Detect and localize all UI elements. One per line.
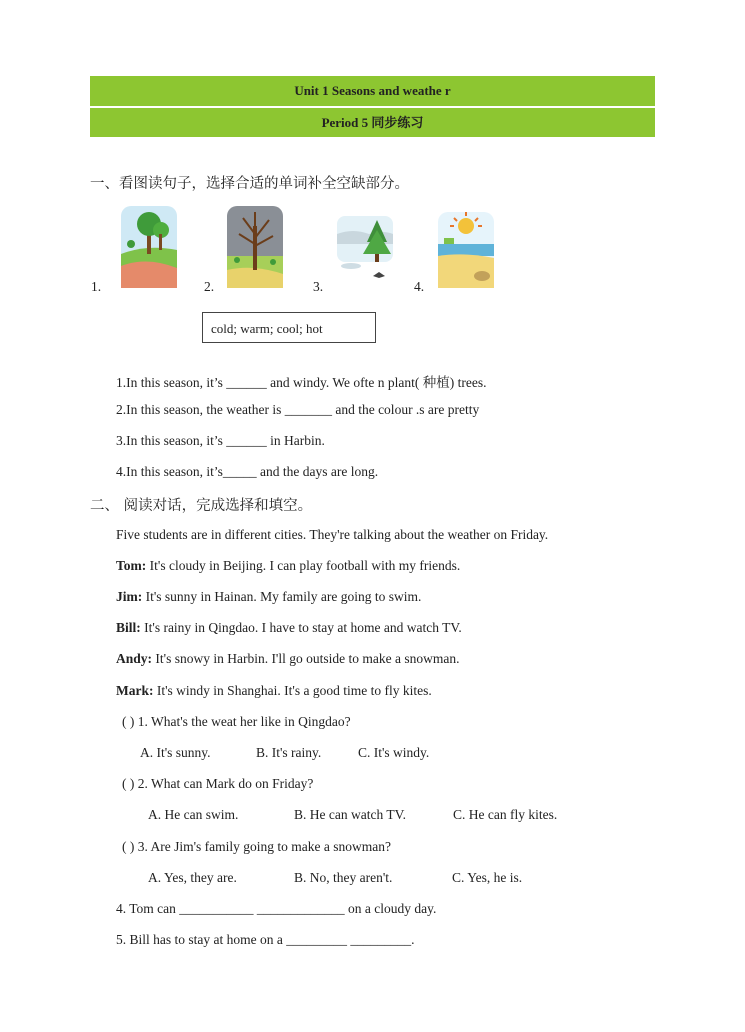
picture-number-4: 4. — [414, 279, 425, 294]
unit-title: Unit 1 Seasons and weathe r — [90, 76, 655, 106]
dialogue-line-bill — [116, 620, 462, 636]
q3-option-b: B. No, they aren't. — [294, 870, 393, 885]
q2-option-a: A. He can swim. — [148, 807, 239, 822]
speaker: Andy: — [116, 651, 153, 666]
dialogue-line-andy — [116, 651, 459, 667]
spring-picture — [117, 204, 181, 290]
section2-heading: 二、 阅读对话，完成选择和填空。 — [90, 498, 313, 514]
q1-option-c: C. It's windy. — [358, 745, 430, 760]
dialogue-line-jim — [116, 589, 421, 605]
picture-number-3: 3. — [313, 279, 324, 294]
q1-option-b: B. It's rainy. — [256, 745, 322, 760]
autumn-picture — [223, 204, 287, 290]
period-title: Period 5 同步练习 — [90, 108, 655, 137]
sentence-4: 4.In this season, it’s_____ and the days are long. — [116, 464, 379, 479]
dialogue-text: It's rainy in Qingdao. I have to stay at home and watch TV. — [144, 620, 462, 635]
speaker: Tom: — [116, 558, 147, 573]
question-1: ( ) 1. What's the weat her like in Qingdao? — [122, 714, 351, 729]
q2-option-c: C. He can fly kites. — [453, 807, 558, 822]
dialogue-text: It's windy in Shanghai. It's a good time to fly kites. — [156, 683, 432, 698]
dialogue-text: It's cloudy in Beijing. I can play football with my friends. — [149, 558, 461, 573]
dialogue-text: It's snowy in Harbin. I'll go outside to make a snowman. — [155, 651, 460, 666]
word-bank: cold; warm; cool; hot — [202, 312, 376, 343]
sentence-3: 3.In this season, it’s ______ in Harbin. — [116, 433, 325, 448]
dialogue-line-mark — [116, 683, 432, 699]
fill-question-5: 5. Bill has to stay at home on a _________ _________. — [116, 932, 415, 947]
q2-option-b: B. He can watch TV. — [294, 807, 406, 822]
q3-option-c: C. Yes, he is. — [452, 870, 523, 885]
q1-option-a: A. It's sunny. — [140, 745, 211, 760]
picture-number-1: 1. — [91, 279, 102, 294]
question-2: ( ) 2. What can Mark do on Friday? — [122, 776, 314, 791]
sentence-1: 1.In this season, it’s ______ and windy. We ofte n plant( 种植) trees. — [116, 375, 487, 390]
question-3: ( ) 3. Are Jim's family going to make a snowman? — [122, 839, 392, 854]
section1-heading: 一、看图读句子，选择合适的单词补全空缺部分。 — [90, 176, 409, 192]
summer-picture — [434, 204, 498, 290]
picture-number-2: 2. — [204, 279, 215, 294]
q3-option-a: A. Yes, they are. — [148, 870, 237, 885]
dialogue-line-tom — [116, 558, 460, 574]
speaker: Mark: — [116, 683, 154, 698]
passage-intro: Five students are in different cities. They're talking about the weather on Friday. — [116, 527, 549, 542]
fill-question-4: 4. Tom can ___________ _____________ on a cloudy day. — [116, 901, 437, 916]
sentence-2: 2.In this season, the weather is _______ and the colour .s are pretty — [116, 402, 480, 417]
speaker: Jim: — [116, 589, 143, 604]
speaker: Bill: — [116, 620, 141, 635]
dialogue-text: It's sunny in Hainan. My family are going to swim. — [145, 589, 422, 604]
winter-picture — [333, 204, 397, 290]
